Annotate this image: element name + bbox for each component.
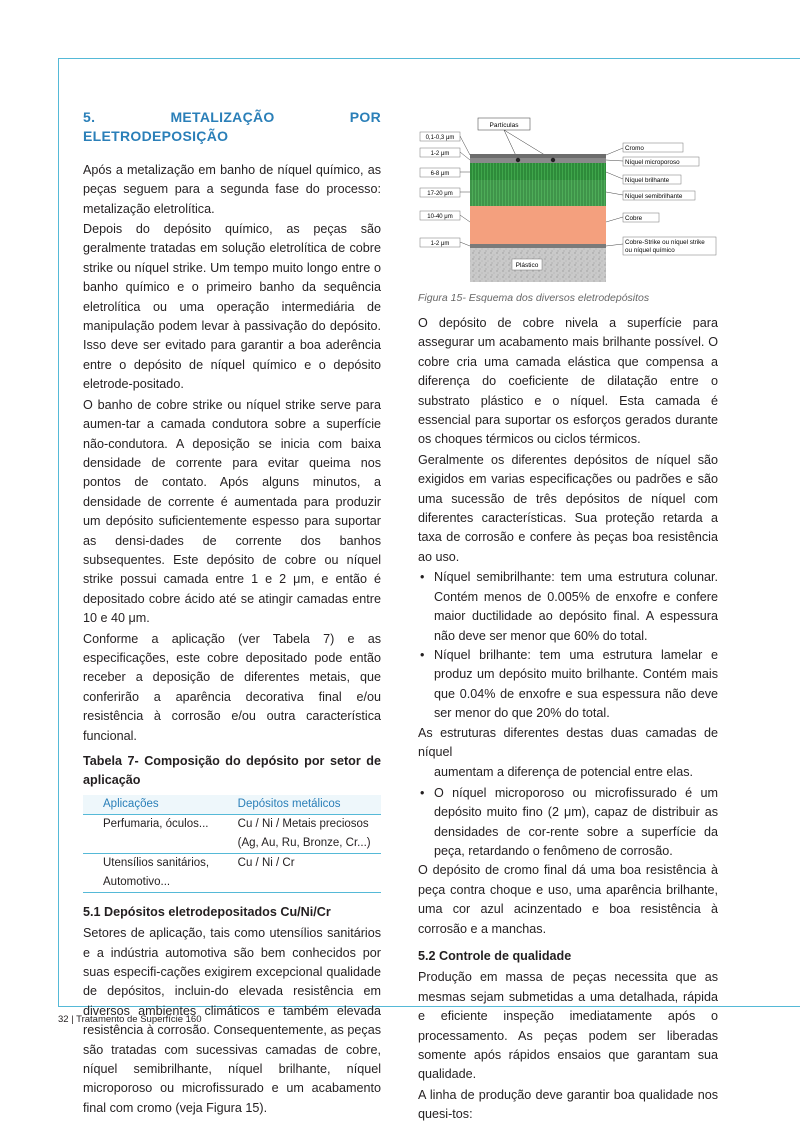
bullet-list [418, 568, 718, 723]
table-header: Aplicações [83, 795, 218, 815]
bright-nickel-layer [470, 163, 606, 180]
table-cell: Automotivo... [83, 873, 218, 893]
copper-layer [470, 206, 606, 244]
table-row [83, 834, 381, 854]
strike-layer [470, 244, 606, 248]
table-cell: Utensílios sanitários, [103, 856, 210, 869]
table-row [83, 873, 381, 893]
thickness-label: 0,1-0,3 μm [425, 135, 455, 141]
paragraph: Depois do depósito químico, as peças são geralmente tratadas em solução eletrolítica de cobre strike ou níquel strike. Um tempo muito longo entre o banho químico e o primeiro banho da sequência eletrolítica ou uma operação intermediária de manipulação podem levar à passivação do depósito. Isso deve ser evitado para garantir a boa aderência entre o depósito de níquel químico e o depósito eletrode-positado. [83, 222, 381, 392]
layer-label: Cromo [625, 145, 644, 152]
list-item: • Níquel semibrilhante: tem uma estrutura colunar. Contém menos de 0.005% de enxofre e confere maior ductilidade ao depósito final. A espessura não deve ser menor que 60% do total. [418, 568, 718, 646]
paragraph: aumentam a diferença de potencial entre elas. [434, 765, 694, 780]
list-item: • Níquel brilhante: tem uma estrutura lamelar e produz um depósito muito brilhante. Contém mais que 0.04% de enxofre e sua espessura não deve ser menor do que 20% do total. [418, 646, 718, 724]
paragraph: Produção em massa de peças necessita que as mesmas sejam submetidas a uma detalhada, rápida e eficiente inspeção imediatamente após o processamento. As peças podem ser liberadas somente após rápidos ensaios que garantam sua qualidade. [418, 970, 718, 1082]
page-footer: 32 | Tratamento de Superfície 160 [58, 1014, 202, 1025]
left-column [83, 108, 381, 1119]
right-column [418, 314, 718, 1126]
table-row [83, 814, 381, 834]
paragraph: O depósito de cobre nivela a superfície para assegurar um acabamento mais brilhante possível. O cobre cria uma camada elástica que compensa a diferença do coeficiente de dilatação entre o substrato plástico e o níquel. Esta camada é essencial para suportar os esforços gerados durante os choques térmicos ou ciclos térmicos. [418, 316, 718, 447]
paragraph: Geralmente os diferentes depósitos de níquel são exigidos em varias especificações ou padrões e são uma sucessão de três depósitos de níquel com diferentes características. Sua proteção retarda a taxa de corrosão e confere às peças boa resistência ao uso. [418, 452, 718, 564]
list-item: • O níquel microporoso ou microfissurado é um depósito muito fino (2 μm), capaz de distribuir as densidades de cor-rente sobre a superfície da peça, retardando o fenômeno de corrosão. [418, 784, 718, 862]
layer-label: Níquel semibrilhante [625, 193, 683, 200]
layer-label: Cobre-Strike ou níquel strike [625, 239, 705, 246]
paragraph: Setores de aplicação, tais como utensílios sanitários e a indústria automotiva são bem conhecidos por suas especifi-cações exigirem excepcional qualidade de depósitos, incluin-do elevada resistência em diversos ambientes climáticos e também elevada resistência à corrosão. Consequentemente, as peças são tratadas com sucessivas camadas de cobre, níquel semibrilhante, níquel brilhante, níquel microporoso ou microfissurado e um acabamento final com cromo (veja Figura 15). [83, 926, 381, 1115]
layer-label: Níquel brilhante [625, 177, 670, 184]
table-title: Tabela 7- Composição do depósito por setor de aplicação [83, 754, 381, 788]
thickness-label: 6-8 μm [430, 171, 450, 177]
table-cell: Cu / Ni / Cr [237, 856, 295, 869]
paragraph: O banho de cobre strike ou níquel strike serve para aumen-tar a camada condutora sobre a superfície não-condutora. A deposição se inicia com baixa densidade de corrente para evitar queima nos pontos de contato. Após alguns minutos, a densidade de corrente é aumentada para produzir um depósito suficientemente espesso para suportar as densi-dades de corrente dos banhos subsequentes. Este depósito de cobre ou níquel strike possui camada entre 1 e 2 μm, e então é depositado cobre ácido até se atingir camadas entre 10 e 40 μm. [83, 397, 381, 626]
section-title: 5. METALIZAÇÃO POR ELETRODEPOSIÇÃO [83, 109, 381, 145]
composition-table [83, 795, 381, 893]
thickness-label: 17-20 μm [427, 191, 453, 197]
chrome-layer [470, 154, 606, 158]
layer-label: Níquel microporoso [625, 159, 680, 166]
microporous-layer [470, 158, 606, 163]
table-cell: Cu / Ni / Metais preciosos [237, 817, 369, 830]
thickness-label: 10-40 μm [427, 214, 453, 220]
paragraph: O depósito de cromo final dá uma boa resistência à peça contra choque e uso, uma aparência brilhante, uma cor azul acinzentado e boa resistência à corrosão e a manchas. [418, 863, 718, 936]
layer-label: ou níquel químico [625, 247, 675, 254]
thickness-label: 1-2 μm [430, 151, 450, 157]
paragraph: As estruturas diferentes destas duas camadas de níquel [418, 725, 718, 759]
table-cell [83, 834, 218, 854]
table-cell: (Ag, Au, Ru, Bronze, Cr...) [218, 834, 381, 854]
paragraph: A linha de produção deve garantir boa qualidade nos quesi-tos: [418, 1087, 718, 1122]
plastic-label: Plástico [515, 262, 539, 269]
semibright-nickel-layer [470, 180, 606, 206]
subsection-title: 5.2 Controle de qualidade [418, 949, 572, 963]
figure-caption: Figura 15- Esquema dos diversos eletrodepósitos [418, 292, 650, 304]
layer-diagram [418, 114, 718, 286]
table-cell [218, 873, 381, 893]
subsection-title: 5.1 Depósitos eletrodepositados Cu/Ni/Cr [83, 904, 331, 919]
table-cell: Perfumaria, óculos... [103, 817, 209, 830]
bullet-list [418, 784, 718, 862]
paragraph: Após a metalização em banho de níquel químico, as peças seguem para a segunda fase do processo: metalização eletrolítica. [83, 162, 381, 216]
layer-label: Cobre [625, 215, 643, 222]
particles-label: Partículas [489, 122, 519, 129]
paragraph: Conforme a aplicação (ver Tabela 7) e as especificações, este cobre depositado pode então receber a deposição de diferentes metais, que conferirão a aparência decorativa final e/ou resistência à corrosão e/ou outra característica funcional. [83, 631, 381, 743]
thickness-label: 1-2 μm [430, 241, 450, 247]
table-row [83, 853, 381, 873]
table-header: Depósitos metálicos [218, 795, 381, 815]
